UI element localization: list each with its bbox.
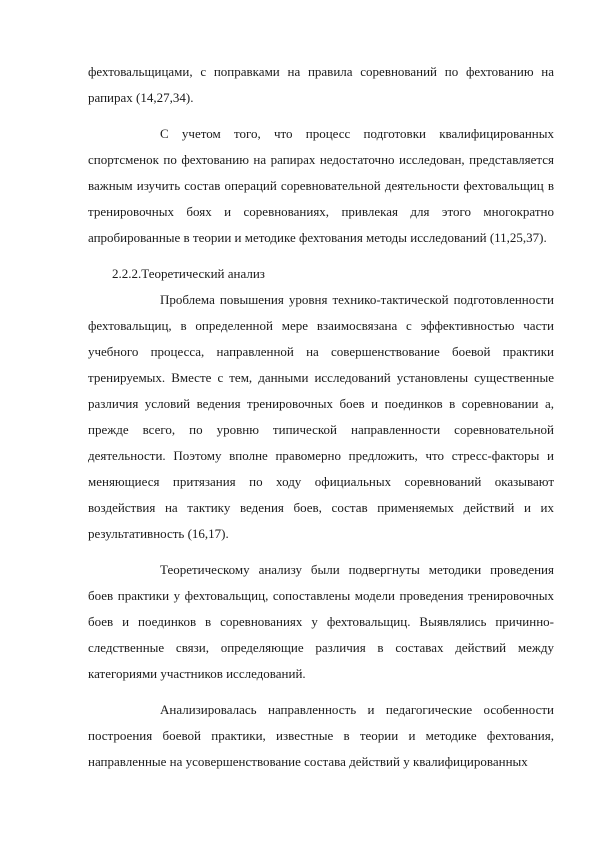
spacer <box>88 687 554 697</box>
paragraph-research-methods: С учетом того, что процесс подготовки квалифицированных спортсменок по фехтованию на рапирах недостаточно исследован, представляется важным изучить состав операций соревновательной деятельности фехтовальщиц в тренировочных боях и соревнованиях, привлекая для этого многократно апробированные в теории и методике фехтования методы исследований (11,25,37). <box>88 126 554 245</box>
paragraph-analysis-direction: Анализировалась направленность и педагогические особенности построения боевой практики, известные в теории и методике фехтования, направленные на усовершенствование состава действий у квалифицированных <box>88 702 554 769</box>
spacer <box>88 111 554 121</box>
section-heading: 2.2.2.Теоретический анализ <box>112 266 265 281</box>
spacer <box>88 547 554 557</box>
paragraph-theoretical-analysis: Теоретическому анализу были подвергнуты методики проведения боев практики у фехтовальщиц, сопоставлены модели проведения тренировочных боев и поединков в соревнованиях у фехтовальщиц. Выявлялись причинно-следственные связи, определяющие различия в составах действий между категориями участников исследований. <box>88 562 554 681</box>
document-body <box>88 59 554 775</box>
spacer <box>88 251 554 261</box>
paragraph-problem: Проблема повышения уровня технико-тактической подготовленности фехтовальщиц, в определенной мере взаимосвязана с эффективностью части учебного процесса, направленной на совершенствование боевой практики тренируемых. Вместе с тем, данными исследований установлены существенные различия условий ведения тренировочных боев и поединков в соревновании а, прежде всего, по уровню типической направленности соревновательной деятельности. Поэтому вполне правомерно предложить, что стресс-факторы и меняющиеся притязания по ходу официальных соревнований оказывают воздействия на тактику ведения боев, состав применяемых действий и их результативность (16,17). <box>88 292 554 541</box>
paragraph-continuation: фехтовальщицами, с поправками на правила соревнований по фехтованию на рапирах (14,27,34). <box>88 64 554 105</box>
